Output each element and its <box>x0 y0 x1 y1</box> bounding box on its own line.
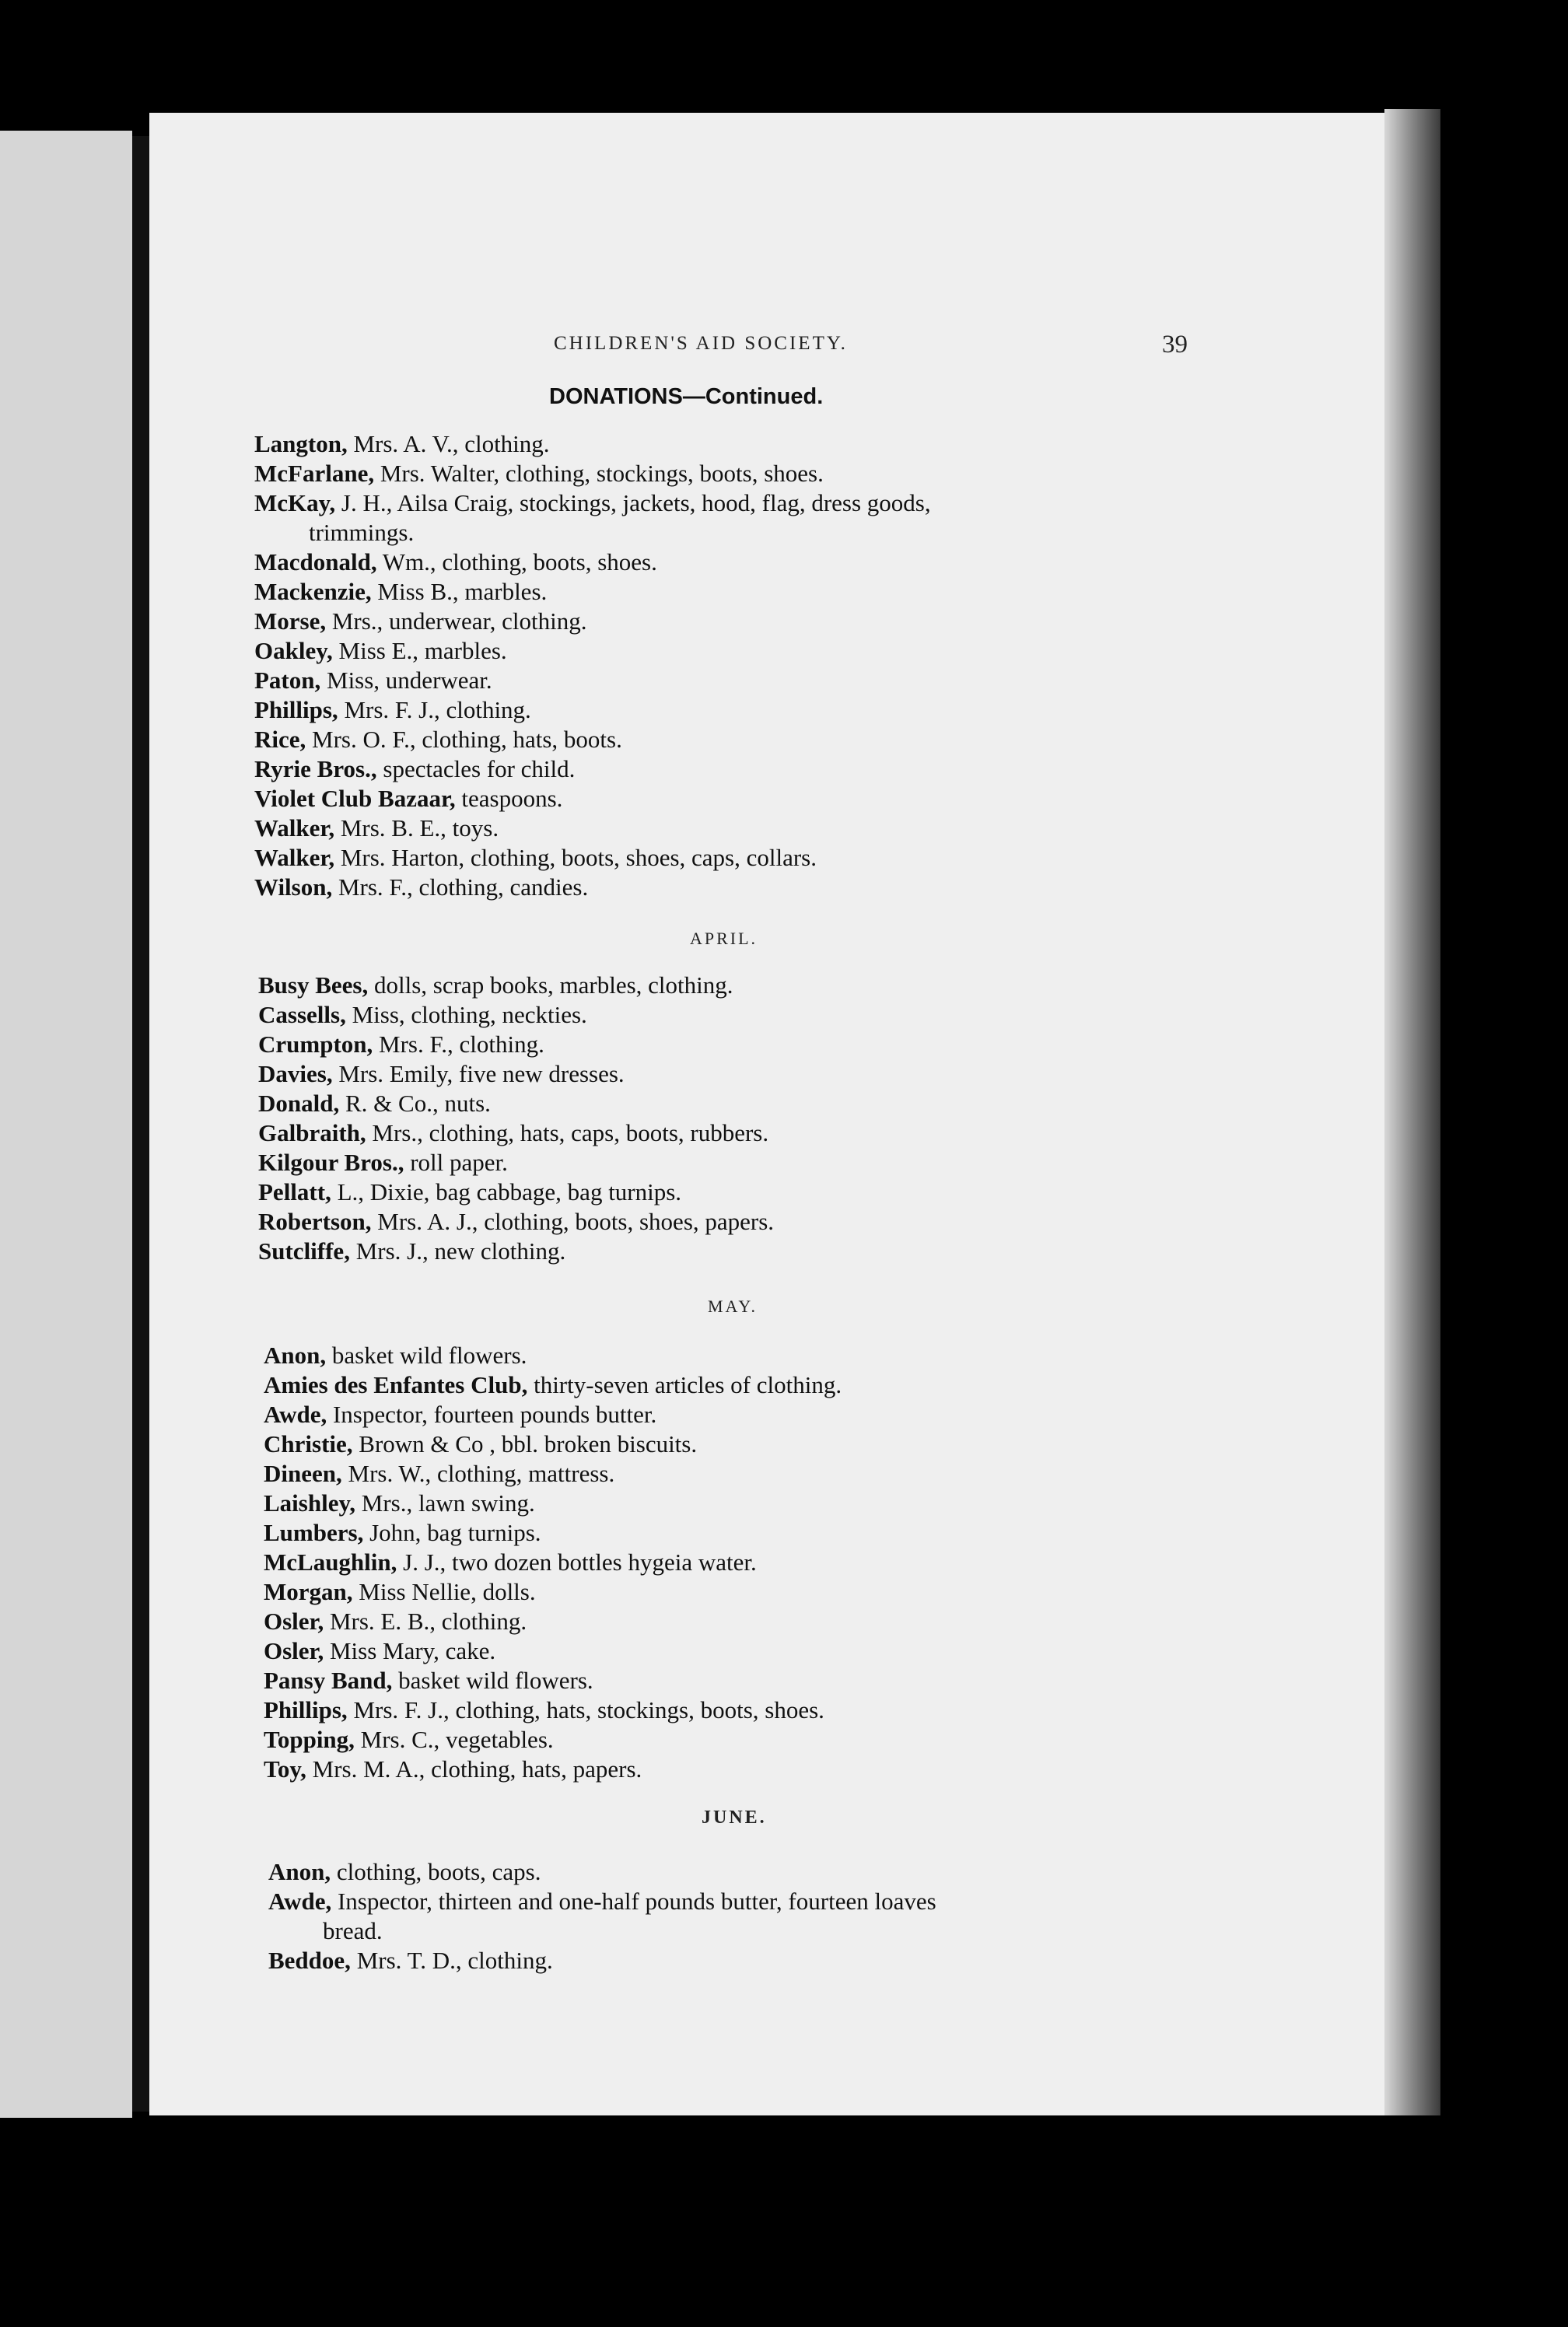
donor-name: Toy, <box>264 1755 306 1783</box>
donation-items: Mrs. F. J., clothing. <box>338 696 531 723</box>
donor-name: Pansy Band, <box>264 1667 393 1694</box>
donation-items: Mrs. T. D., clothing. <box>350 1947 553 1974</box>
donation-entry <box>264 1755 842 1784</box>
donation-items: J. H., Ailsa Craig, stockings, jackets, hood, flag, dress goods, <box>335 489 931 516</box>
donation-items: Mrs. F., clothing, candies. <box>332 873 589 901</box>
donation-entry <box>254 873 1242 902</box>
donor-name: Violet Club Bazaar, <box>254 785 456 812</box>
donor-name: Phillips, <box>254 696 338 723</box>
donor-name: Morse, <box>254 607 327 635</box>
donor-name: Robertson, <box>258 1208 372 1235</box>
donation-items: Mrs. W., clothing, mattress. <box>341 1460 615 1487</box>
donation-entry <box>258 1148 774 1177</box>
donation-items: Mrs. J., new clothing. <box>349 1237 566 1265</box>
donor-name: Awde, <box>264 1401 327 1428</box>
donation-entry <box>254 754 1242 784</box>
donor-name: Paton, <box>254 667 321 694</box>
page-edge-shadow <box>1384 109 1440 2115</box>
donation-entry <box>254 459 1242 488</box>
donation-items: Mrs. Emily, five new dresses. <box>332 1060 625 1087</box>
donation-items-continued: bread. <box>323 1917 383 1944</box>
donor-name: Anon, <box>264 1342 327 1369</box>
donation-entry <box>264 1459 842 1489</box>
donation-items: spectacles for child. <box>376 755 576 782</box>
donation-items: Mrs., clothing, hats, caps, boots, rubbers. <box>366 1119 769 1146</box>
donation-entry <box>254 548 1242 577</box>
donation-items: basket wild flowers. <box>326 1342 527 1369</box>
donation-items: teaspoons. <box>455 785 563 812</box>
donation-entry <box>258 1118 774 1148</box>
donation-entry <box>254 666 1242 695</box>
donation-items: clothing, boots, caps. <box>331 1858 541 1885</box>
donor-name: Sutcliffe, <box>258 1237 350 1265</box>
donor-name: McLaughlin, <box>264 1548 397 1576</box>
donation-items: John, bag turnips. <box>363 1519 541 1546</box>
donation-items: Wm., clothing, boots, shoes. <box>376 548 657 576</box>
donation-entry <box>264 1518 842 1548</box>
donor-name: McKay, <box>254 489 336 516</box>
donor-name: Amies des Enfantes Club, <box>264 1371 528 1398</box>
donation-items-continued: trimmings. <box>309 519 415 546</box>
donor-name: Galbraith, <box>258 1119 366 1146</box>
donor-name: Langton, <box>254 430 348 457</box>
donation-entry <box>264 1607 842 1636</box>
donation-entry <box>264 1429 842 1459</box>
donor-name: Wilson, <box>254 873 333 901</box>
left-page-edge <box>0 131 132 2118</box>
donor-name: Osler, <box>264 1637 324 1664</box>
donor-name: Beddoe, <box>268 1947 351 1974</box>
donation-items: dolls, scrap books, marbles, clothing. <box>368 971 733 999</box>
donation-entry <box>264 1400 842 1429</box>
donor-name: Pellatt, <box>258 1178 331 1205</box>
donation-list-may <box>264 1341 842 1784</box>
donation-entry <box>254 607 1242 636</box>
section-title: DONATIONS—Continued. <box>549 384 824 409</box>
donation-entry <box>268 1946 1225 1975</box>
donor-name: Macdonald, <box>254 548 377 576</box>
donation-items: Brown & Co , bbl. broken biscuits. <box>352 1430 698 1457</box>
book-spine <box>132 136 149 2112</box>
donation-list-continued <box>254 429 1242 902</box>
donation-entry <box>268 1887 1225 1946</box>
donation-entry <box>258 1177 774 1207</box>
donation-entry <box>258 1000 774 1030</box>
donor-name: McFarlane, <box>254 460 375 487</box>
donation-entry <box>258 1030 774 1059</box>
donation-entry <box>258 1207 774 1237</box>
donor-name: Walker, <box>254 844 335 871</box>
donor-name: Laishley, <box>264 1489 356 1517</box>
donation-entry <box>268 1857 1225 1887</box>
donor-name: Cassells, <box>258 1001 346 1028</box>
donation-items: Mrs. A. J., clothing, boots, shoes, papers. <box>371 1208 775 1235</box>
donation-entry <box>254 429 1242 459</box>
donation-entry <box>264 1548 842 1577</box>
donor-name: Mackenzie, <box>254 578 372 605</box>
donor-name: Kilgour Bros., <box>258 1149 404 1176</box>
donation-items: Mrs. E. B., clothing. <box>324 1608 527 1635</box>
donor-name: Christie, <box>264 1430 353 1457</box>
month-heading-april: APRIL. <box>690 929 758 948</box>
donation-items: Miss, underwear. <box>320 667 492 694</box>
donation-items: Miss, clothing, neckties. <box>345 1001 587 1028</box>
donation-entry <box>264 1725 842 1755</box>
donation-items: Mrs. B. E., toys. <box>334 814 499 842</box>
donation-items: L., Dixie, bag cabbage, bag turnips. <box>331 1178 682 1205</box>
donor-name: Rice, <box>254 726 306 753</box>
donor-name: Davies, <box>258 1060 333 1087</box>
donation-entry <box>264 1666 842 1695</box>
donation-entry <box>254 488 1242 548</box>
donation-entry <box>258 1237 774 1266</box>
donation-items: Mrs. M. A., clothing, hats, papers. <box>306 1755 642 1783</box>
donation-items: Miss E., marbles. <box>332 637 507 664</box>
donation-items: Mrs. O. F., clothing, hats, boots. <box>306 726 622 753</box>
donation-entry <box>254 695 1242 725</box>
running-head: CHILDREN'S AID SOCIETY. <box>554 333 848 354</box>
donation-list-april <box>258 971 774 1266</box>
donation-items: Mrs. A. V., clothing. <box>347 430 550 457</box>
donation-items: Mrs. F., clothing. <box>373 1031 544 1058</box>
donation-items: Mrs. F. J., clothing, hats, stockings, boots, shoes. <box>347 1696 824 1723</box>
donation-entry <box>264 1577 842 1607</box>
donor-name: Dineen, <box>264 1460 342 1487</box>
donor-name: Oakley, <box>254 637 333 664</box>
donation-entry <box>264 1341 842 1370</box>
donation-items: J. J., two dozen bottles hygeia water. <box>397 1548 757 1576</box>
donor-name: Anon, <box>268 1858 331 1885</box>
donation-entry <box>264 1370 842 1400</box>
donor-name: Walker, <box>254 814 335 842</box>
donation-items: Inspector, fourteen pounds butter. <box>327 1401 657 1428</box>
donation-items: thirty-seven articles of clothing. <box>527 1371 842 1398</box>
donation-entry <box>254 784 1242 814</box>
donation-entry <box>258 971 774 1000</box>
donor-name: Awde, <box>268 1888 332 1915</box>
donor-name: Osler, <box>264 1608 324 1635</box>
donation-entry <box>254 843 1242 873</box>
donation-items: Miss Mary, cake. <box>324 1637 496 1664</box>
donation-entry <box>254 636 1242 666</box>
month-heading-may: MAY. <box>708 1296 758 1316</box>
donation-items: basket wild flowers. <box>392 1667 593 1694</box>
donation-entry <box>264 1636 842 1666</box>
donation-entry <box>258 1059 774 1089</box>
donation-entry <box>254 814 1242 843</box>
donation-items: Mrs., lawn swing. <box>355 1489 535 1517</box>
donor-name: Donald, <box>258 1090 340 1117</box>
donor-name: Ryrie Bros., <box>254 755 377 782</box>
donation-items: Mrs. C., vegetables. <box>354 1726 554 1753</box>
donation-entry <box>254 725 1242 754</box>
donation-entry <box>258 1089 774 1118</box>
donation-items: Miss Nellie, dolls. <box>352 1578 536 1605</box>
month-heading-june: JUNE. <box>702 1807 767 1828</box>
donor-name: Phillips, <box>264 1696 348 1723</box>
page-number: 39 <box>1162 331 1188 359</box>
donor-name: Topping, <box>264 1726 355 1753</box>
donation-items: Mrs., underwear, clothing. <box>326 607 587 635</box>
donation-items: Mrs. Harton, clothing, boots, shoes, caps, collars. <box>334 844 817 871</box>
donation-items: roll paper. <box>404 1149 508 1176</box>
donor-name: Lumbers, <box>264 1519 364 1546</box>
donation-entry <box>254 577 1242 607</box>
donation-items: Inspector, thirteen and one-half pounds butter, fourteen loaves <box>331 1888 936 1915</box>
donation-entry <box>264 1695 842 1725</box>
donation-items: Miss B., marbles. <box>371 578 548 605</box>
donor-name: Morgan, <box>264 1578 353 1605</box>
donation-items: R. & Co., nuts. <box>339 1090 491 1117</box>
donor-name: Crumpton, <box>258 1031 373 1058</box>
donation-list-june <box>268 1857 1225 1975</box>
donation-items: Mrs. Walter, clothing, stockings, boots, shoes. <box>374 460 824 487</box>
donor-name: Busy Bees, <box>258 971 369 999</box>
donation-entry <box>264 1489 842 1518</box>
